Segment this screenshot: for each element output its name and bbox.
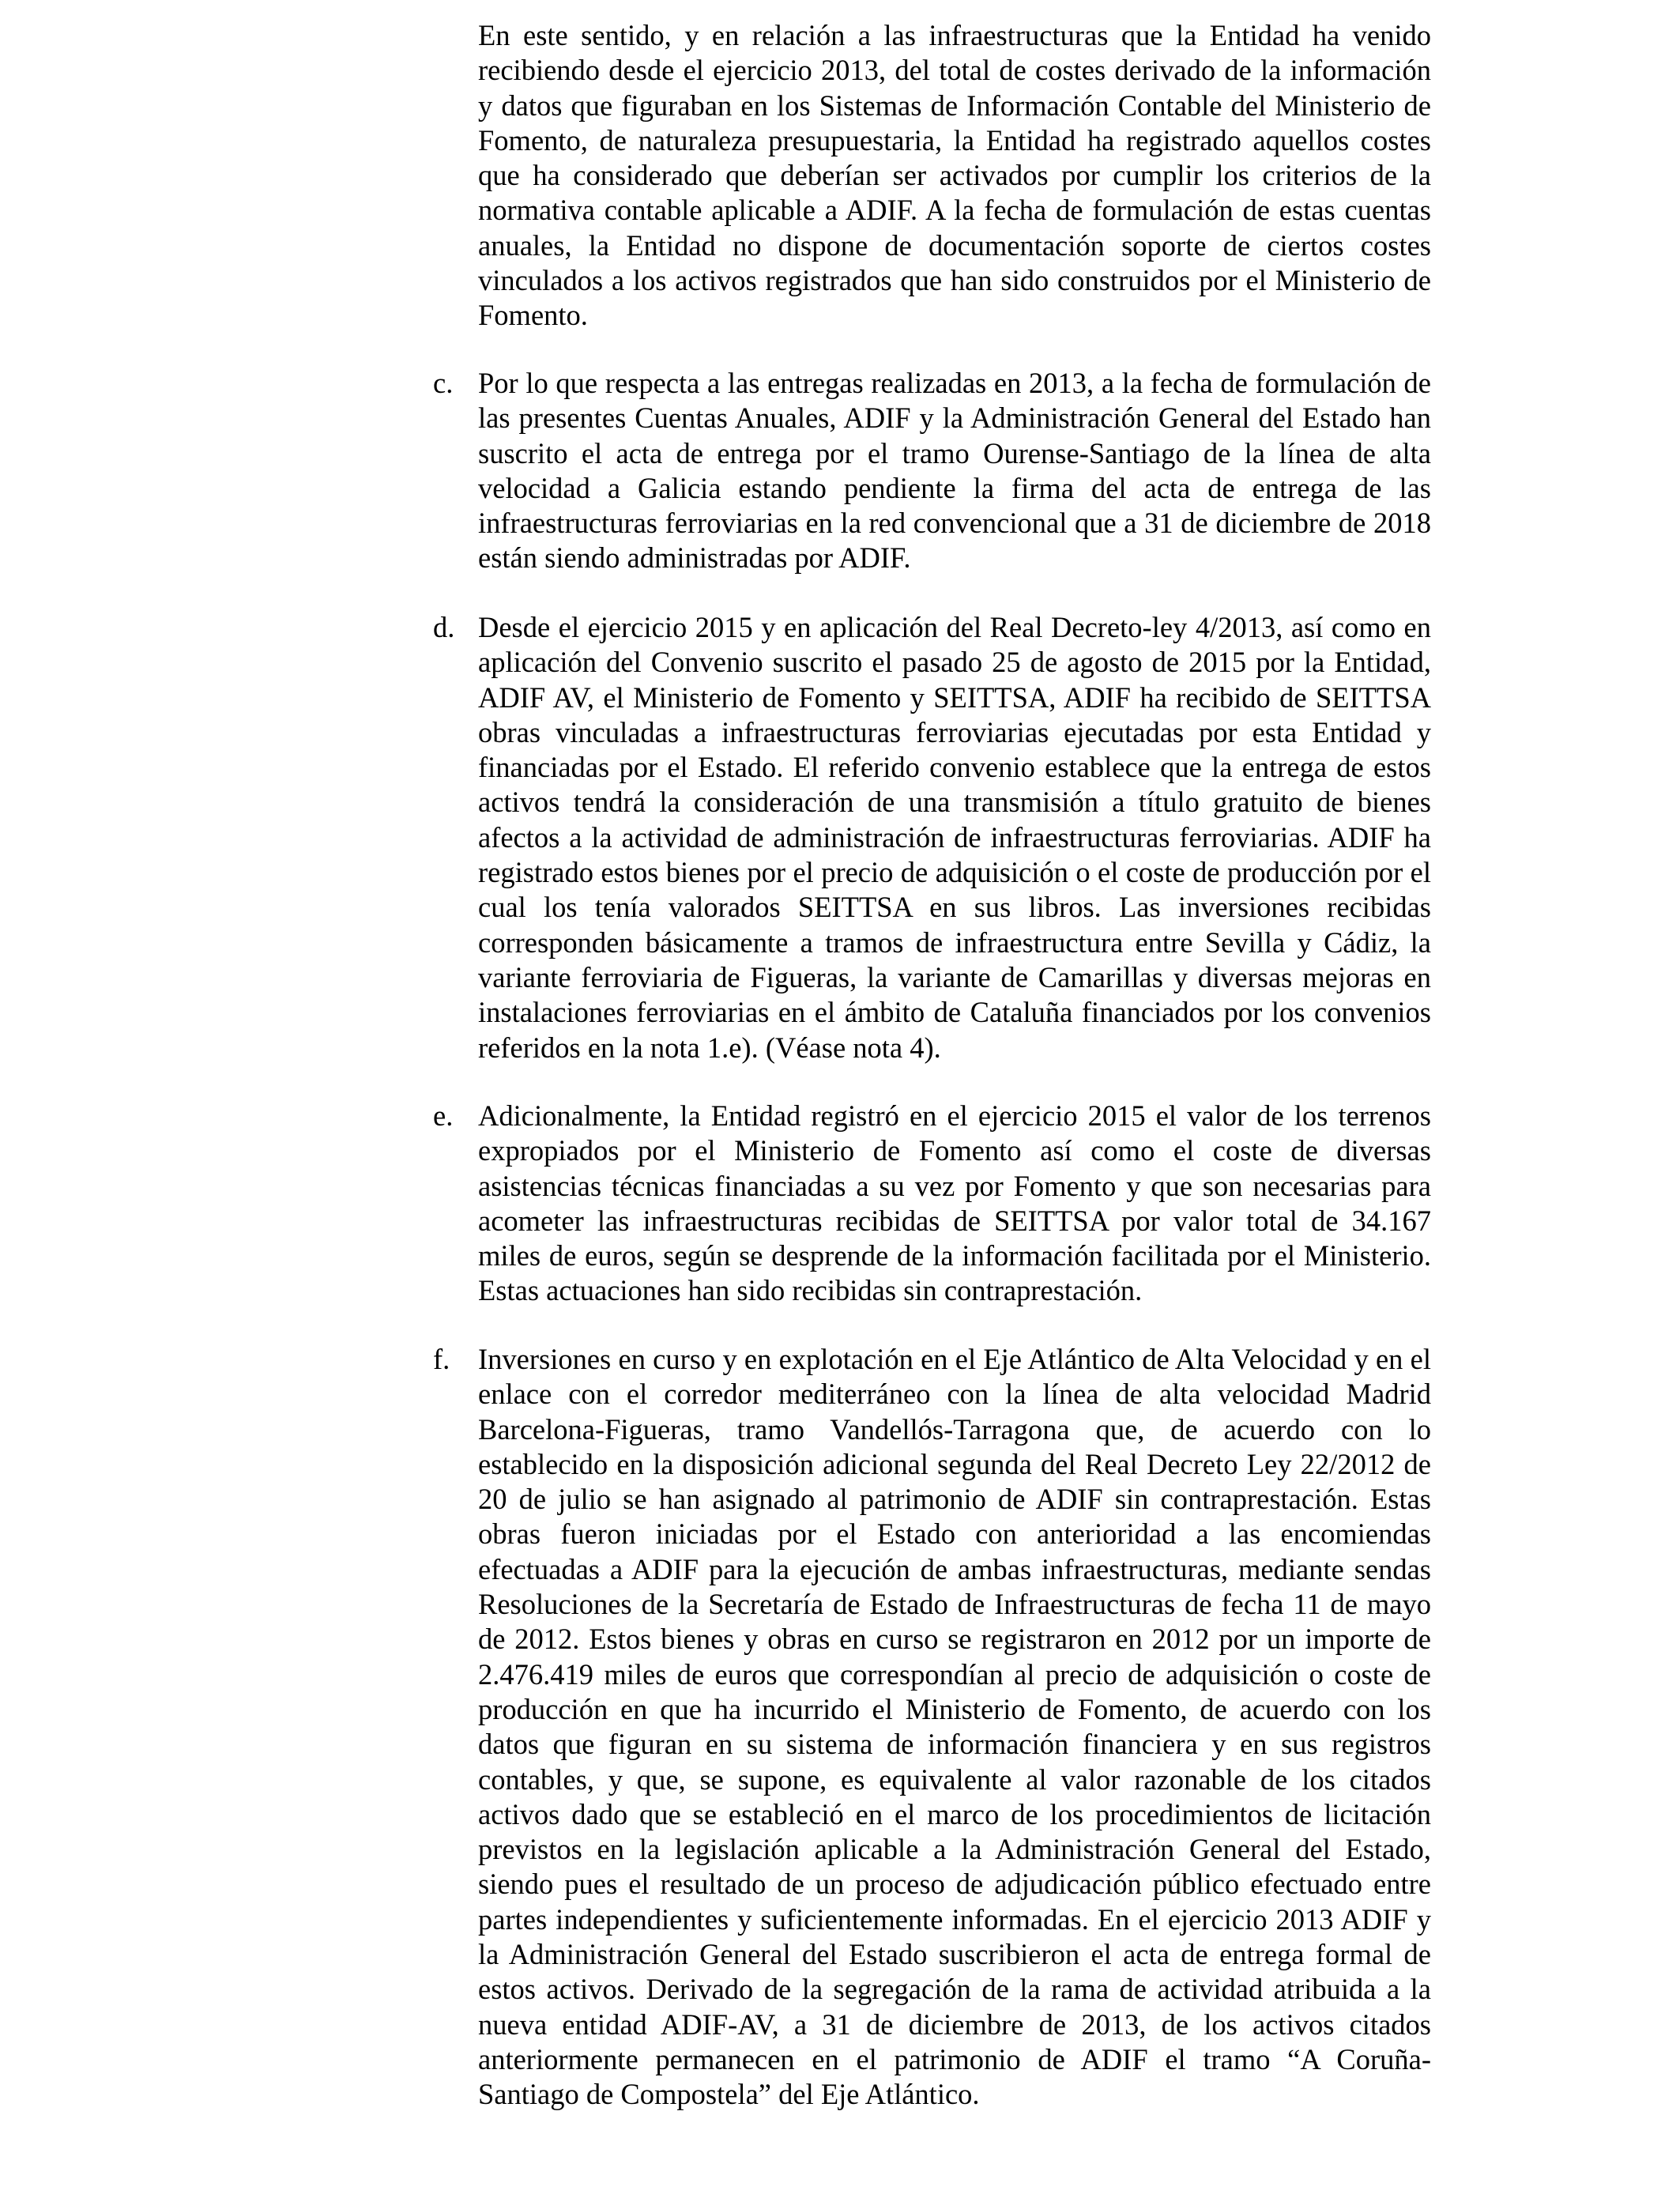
list-item-e-text: Adicionalmente, la Entidad registró en el ejercicio 2015 el valor de los terrenos expropiados por el Ministerio de Fomento así como el coste de diversas asistencias técnicas financiadas a su vez por Fomento y que son necesarias para acometer las infraestructuras recibidas de SEITTSA por valor total de 34.167 miles de euros, según se desprende de la información facilitada por el Ministerio. Estas actuaciones han sido recibidas sin contraprestación.: [478, 1099, 1431, 1307]
list-marker-c: c.: [433, 367, 454, 399]
list-item-f-text: Inversiones en curso y en explotación en el Eje Atlántico de Alta Velocidad y en el enlace con el corredor mediterráneo con la línea de alta velocidad Madrid Barcelona-Figueras, tramo Vandellós-Tarragona que, de acuerdo con lo establecido en la disposición adicional segunda del Real Decreto Ley 22/2012 de 20 de julio se han asignado al patrimonio de ADIF sin contraprestación. Estas obras fueron iniciadas por el Estado con anterioridad a las encomiendas efectuadas a ADIF para la ejecución de ambas infraestructuras, mediante sendas Resoluciones de la Secretaría de Estado de Infraestructuras de fecha 11 de mayo de 2012. Estos bienes y obras en curso se registraron en 2012 por un importe de 2.476.419 miles de euros que correspondían al precio de adquisición o coste de producción en que ha incurrido el Ministerio de Fomento, de acuerdo con los datos que figuran en su sistema de información financiera y en sus registros contables, y que, se supone, es equivalente al valor razonable de los citados activos dado que se estableció en el marco de los procedimientos de licitación previstos en la legislación aplicable a la Administración General del Estado, siendo pues el resultado de un proceso de adjudicación público efectuado entre partes independientes y suficientemente informadas. En el ejercicio 2013 ADIF y la Administración General del Estado suscribieron el acta de entrega formal de estos activos. Derivado de la segregación de la rama de actividad atribuida a la nueva entidad ADIF-AV, a 31 de diciembre de 2013, de los activos citados anteriormente permanecen en el patrimonio de ADIF el tramo “A Coruña-Santiago de Compostela” del Eje Atlántico.: [478, 1343, 1431, 2111]
list-item-c-text: Por lo que respecta a las entregas realizadas en 2013, a la fecha de formulación de las presentes Cuentas Anuales, ADIF y la Administración General del Estado han suscrito el acta de entrega por el tramo Ourense-Santiago de la línea de alta velocidad a Galicia estando pendiente la firma del acta de entrega de las infraestructuras ferroviarias en la red convencional que a 31 de diciembre de 2018 están siendo administradas por ADIF.: [478, 367, 1431, 575]
list-marker-f: f.: [433, 1343, 450, 1375]
list-item-d-text: Desde el ejercicio 2015 y en aplicación del Real Decreto-ley 4/2013, así como en aplicación del Convenio suscrito el pasado 25 de agosto de 2015 por la Entidad, ADIF AV, el Ministerio de Fomento y SEITTSA, ADIF ha recibido de SEITTSA obras vinculadas a infraestructuras ferroviarias ejecutadas por esta Entidad y financiadas por el Estado. El referido convenio establece que la entrega de estos activos tendrá la consideración de una transmisión a título gratuito de bienes afectos a la actividad de administración de infraestructuras ferroviarias. ADIF ha registrado estos bienes por el precio de adquisición o el coste de producción por el cual los tenía valorados SEITTSA en sus libros. Las inversiones recibidas corresponden básicamente a tramos de infraestructura entre Sevilla y Cádiz, la variante ferroviaria de Figueras, la variante de Camarillas y diversas mejoras en instalaciones ferroviarias en el ámbito de Cataluña financiados por los convenios referidos en la nota 1.e). (Véase nota 4).: [478, 611, 1431, 1064]
list-marker-d: d.: [433, 611, 455, 643]
intro-paragraph: En este sentido, y en relación a las infraestructuras que la Entidad ha venido recibiendo desde el ejercicio 2013, del total de costes derivado de la información y datos que figuraban en los Sistemas de Información Contable del Ministerio de Fomento, de naturaleza presupuestaria, la Entidad ha registrado aquellos costes que ha considerado que deberían ser activados por cumplir los criterios de la normativa contable aplicable a ADIF. A la fecha de formulación de estas cuentas anuales, la Entidad no dispone de documentación soporte de ciertos costes vinculados a los activos registrados que han sido construidos por el Ministerio de Fomento.: [478, 19, 1431, 332]
list-marker-e: e.: [433, 1099, 454, 1132]
